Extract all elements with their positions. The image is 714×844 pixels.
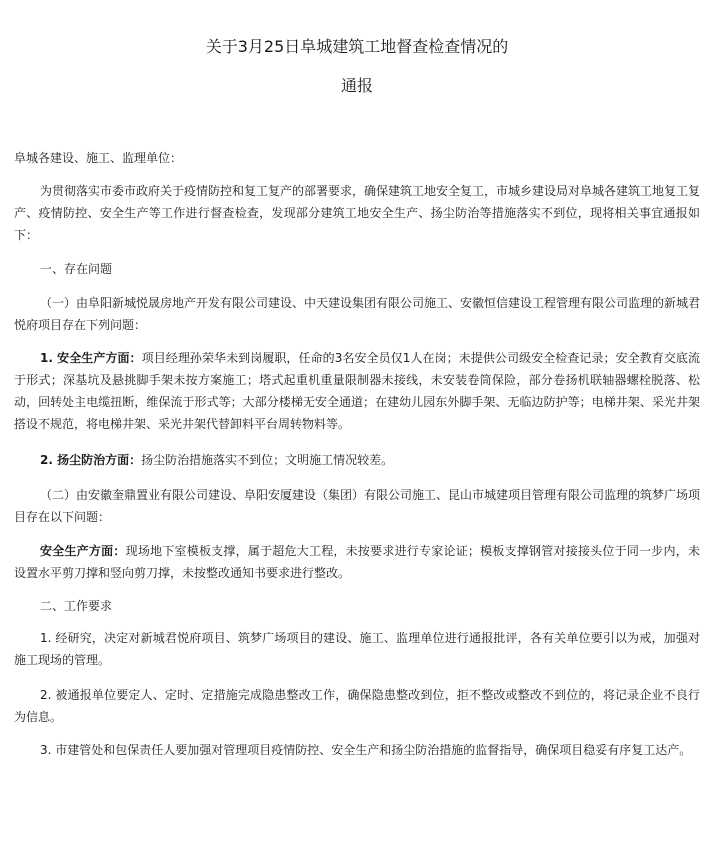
- salutation: 阜城各建设、施工、监理单位：: [14, 151, 183, 165]
- project1-item2-text: 扬尘防治措施落实不到位；文明施工情况较差。: [141, 453, 394, 467]
- project1-item1-text: 项目经理孙荣华未到岗履职，任命的3名安全员仅1人在岗；未提供公司级安全检查记录；安全教育交底流于形式；深基坑及悬挑脚手架未按方案施工；塔式起重机重量限制器未接线，未安装卷筒保险，部分卷扬机联轴器螺栓脱落、松动，回转处主电缆扭断，维保流于形式等；大部分楼梯无安全通道；在建幼儿园东外脚手架、无临边防护等；电梯井架、采光井架搭设不规范，将电梯井架、采光井架代替卸料平台周转物料等。: [14, 351, 700, 431]
- requirement-item-2: 2. 被通报单位要定人、定时、定措施完成隐患整改工作，确保隐患整改到位，拒不整改或整改不到位的，将记录企业不良行为信息。: [14, 688, 700, 724]
- project1-item2: [14, 449, 700, 471]
- project1-intro: （一）由阜阳新城悦晟房地产开发有限公司建设、中天建设集团有限公司施工、安徽恒信建设工程管理有限公司监理的新城君悦府项目存在下列问题：: [14, 296, 701, 332]
- requirement-item-3: 3. 市建管处和包保责任人要加强对管理项目疫情防控、安全生产和扬尘防治措施的监督指导，确保项目稳妥有序复工达产。: [40, 743, 692, 757]
- section2-heading: 二、工作要求: [40, 599, 113, 613]
- project2-item1: [14, 540, 700, 584]
- section1-heading: 一、存在问题: [40, 262, 113, 276]
- project2-intro: （二）由安徽奎鼎置业有限公司建设、阜阳安厦建设（集团）有限公司施工、昆山市城建项目管理有限公司监理的筑梦广场项目存在以下问题：: [14, 488, 701, 524]
- intro-paragraph: 为贯彻落实市委市政府关于疫情防控和复工复产的部署要求，确保建筑工地安全复工，市城乡建设局对阜城各建筑工地复工复产、疫情防控、安全生产等工作进行督查检查，发现部分建筑工地安全生产、扬尘防治等措施落实不到位，现将相关事宜通报如下：: [14, 184, 701, 242]
- project1-item2-label: 2. 扬尘防治方面：: [40, 453, 142, 467]
- requirement-item-1: 1. 经研究，决定对新城君悦府项目、筑梦广场项目的建设、施工、监理单位进行通报批评，各有关单位要引以为戒，加强对施工现场的管理。: [14, 631, 700, 667]
- document-title-line2: 通报: [340, 76, 373, 95]
- document-title-line1: 关于3月25日阜城建筑工地督查检查情况的: [205, 37, 509, 56]
- project1-item1-label: 1. 安全生产方面：: [40, 351, 142, 365]
- project2-item1-text: 现场地下室模板支撑，属于超危大工程，未按要求进行专家论证；模板支撑钢管对接接头位于同一步内，未设置水平剪刀撑和竖向剪刀撑，未按整改通知书要求进行整改。: [14, 544, 700, 580]
- project1-item1: [14, 347, 700, 435]
- project2-item1-label: 安全生产方面：: [40, 544, 126, 558]
